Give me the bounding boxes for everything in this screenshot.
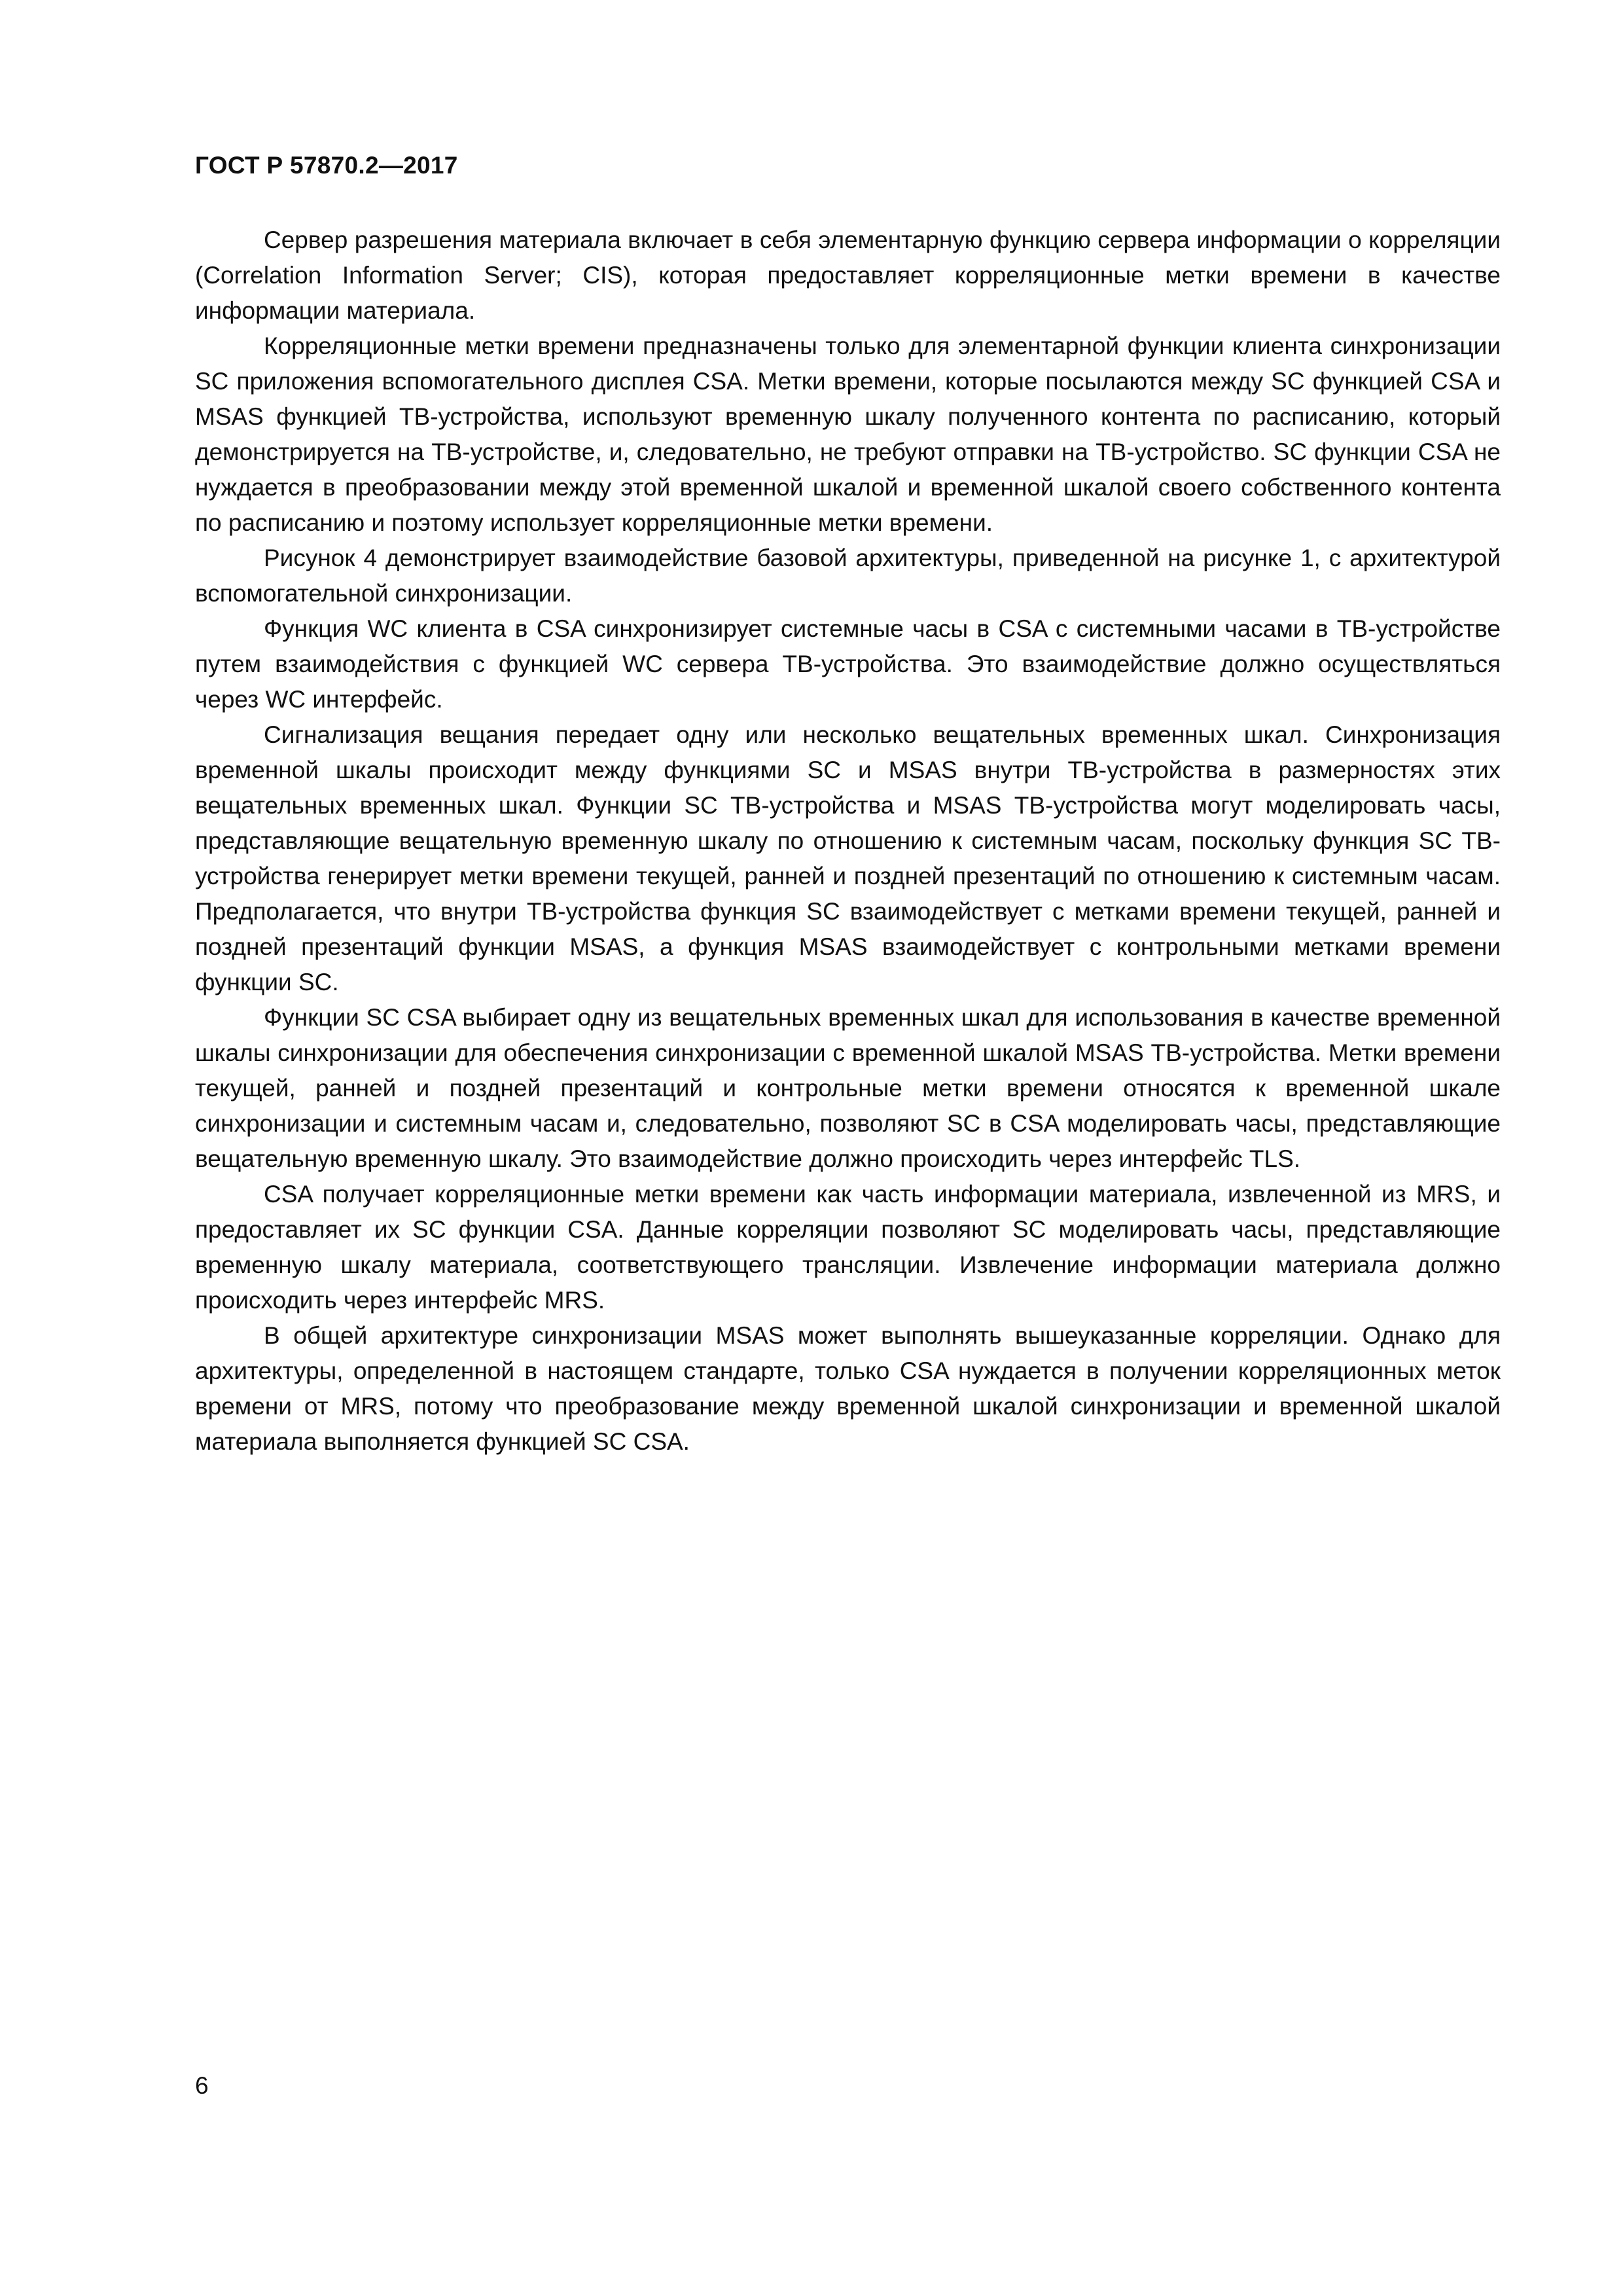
paragraph: Функции SC CSA выбирает одну из вещательных временных шкал для использования в качестве временной шкалы синхронизации для обеспечения синхронизации с временной шкалой MSAS ТВ-устройства. Метки времени текущей, ранней и поздней презентаций и контрольные метки времени относятся к временной шкале синхронизации и системным часам и, следовательно, позволяют SC в CSA моделировать часы, представляющие вещательную временную шкалу. Это взаимодействие должно происходить через интерфейс TLS. bbox=[195, 1004, 1501, 1172]
paragraph: Сигнализация вещания передает одну или несколько вещательных временных шкал. Синхронизация временной шкалы происходит между функциями SC и MSAS внутри ТВ-устройства в размерностях этих вещательных временных шкал. Функции SC ТВ-устройства и MSAS ТВ-устройства могут моделировать часы, представляющие вещательную временную шкалу по отношению к системным часам, поскольку функция SC ТВ-устройства генерирует метки времени текущей, ранней и поздней презентаций по отношению к системным часам. Предполагается, что внутри ТВ-устройства функция SC взаимодействует с метками времени текущей, ранней и поздней презентаций функции MSAS, а функция MSAS взаимодействует с контрольными метками времени функции SC. bbox=[195, 721, 1501, 996]
page-number: 6 bbox=[195, 2072, 209, 2099]
paragraph: В общей архитектуре синхронизации MSAS может выполнять вышеуказанные корреляции. Однако для архитектуры, определенной в настоящем стандарте, только CSA нуждается в получении корреляционных меток времени от MRS, потому что преобразование между временной шкалой синхронизации и временной шкалой материала выполняется функцией SC CSA. bbox=[195, 1322, 1501, 1455]
body-text bbox=[195, 223, 1501, 1460]
paragraph: Сервер разрешения материала включает в себя элементарную функцию сервера информации о корреляции (Correlation Information Server; CIS), которая предоставляет корреляционные метки времени в качестве информации материала. bbox=[195, 226, 1501, 324]
paragraph: Корреляционные метки времени предназначены только для элементарной функции клиента синхронизации SC приложения вспомогательного дисплея CSA. Метки времени, которые посылаются между SC функцией CSA и MSAS функцией ТВ-устройства, используют временную шкалу полученного контента по расписанию, который демонстрируется на ТВ-устройстве, и, следовательно, не требуют отправки на ТВ-устройство. SC функции CSA не нуждается в преобразовании между этой временной шкалой и временной шкалой своего собственного контента по расписанию и поэтому использует корреляционные метки времени. bbox=[195, 332, 1501, 536]
document-code-header: ГОСТ Р 57870.2—2017 bbox=[195, 152, 458, 179]
paragraph: CSA получает корреляционные метки времени как часть информации материала, извлеченной из MRS, и предоставляет их SC функции CSA. Данные корреляции позволяют SC моделировать часы, представляющие временную шкалу материала, соответствующего трансляции. Извлечение информации материала должно происходить через интерфейс MRS. bbox=[195, 1181, 1501, 1314]
paragraph: Функция WC клиента в CSA синхронизирует системные часы в CSA с системными часами в ТВ-устройстве путем взаимодействия с функцией WC сервера ТВ-устройства. Это взаимодействие должно осуществляться через WC интерфейс. bbox=[195, 615, 1501, 713]
paragraph: Рисунок 4 демонстрирует взаимодействие базовой архитектуры, приведенной на рисунке 1, с архитектурой вспомогательной синхронизации. bbox=[195, 545, 1501, 607]
